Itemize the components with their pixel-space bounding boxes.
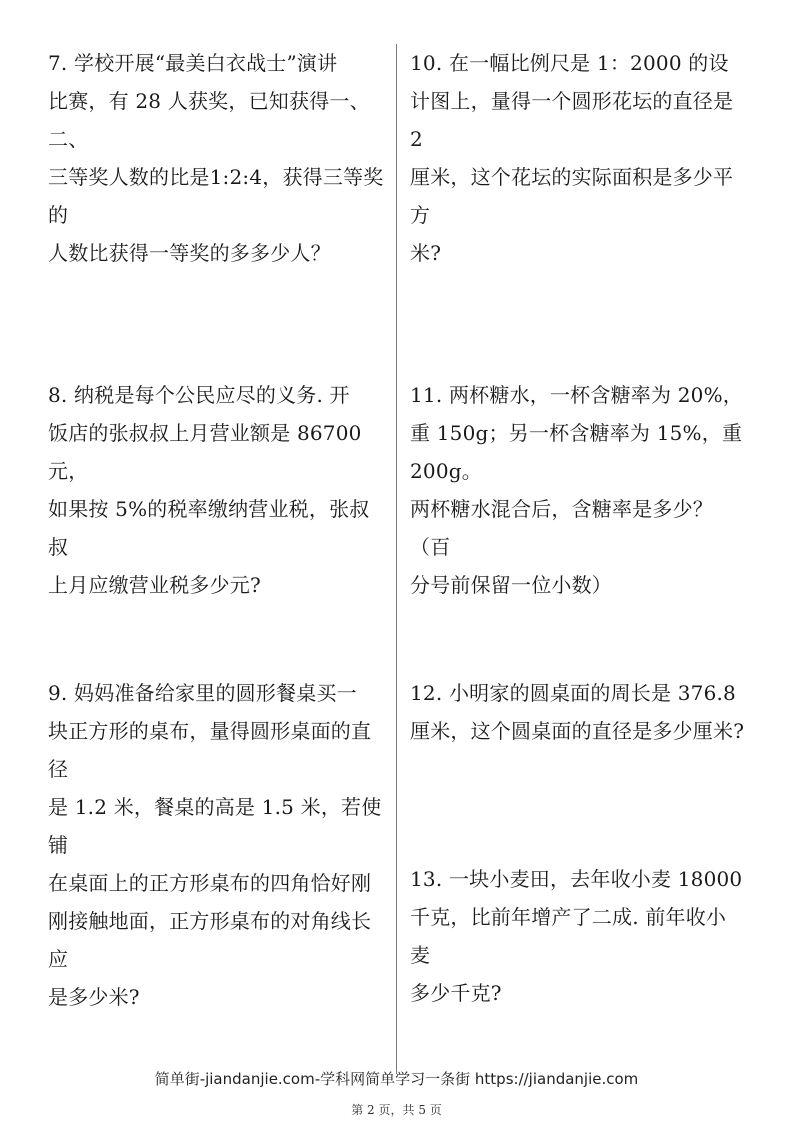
footer-site-text: 简单街-jiandanjie.com-学科网简单学习一条街 https://jiandanjie.com — [154, 1070, 639, 1088]
problem-13: 13. 一块小麦田，去年收小麦 18000 千克，比前年增产了二成. 前年收小麦 多少千克? — [410, 867, 743, 1005]
column-divider — [396, 44, 397, 1074]
page-number: 第 2 页，共 5 页 — [351, 1103, 442, 1117]
problem-7: 7. 学校开展“最美白衣战士”演讲 比赛，有 28 人获奖，已知获得一、二、 三等奖人数的比是1:2:4，获得三等奖的 人数比获得一等奖的多多少人？ — [48, 51, 384, 265]
problem-12: 12. 小明家的圆桌面的周长是 376.8 厘米，这个圆桌面的直径是多少厘米? — [410, 681, 745, 743]
problem-8: 8. 纳税是每个公民应尽的义务. 开 饭店的张叔叔上月营业额是 86700 元， 如果按 5%的税率缴纳营业税，张叔叔 上月应缴营业税多少元? — [48, 383, 370, 597]
problem-9: 9. 妈妈准备给家里的圆形餐桌买一 块正方形的桌布，量得圆形桌面的直径 是 1.2 米，餐桌的高是 1.5 米，若使铺 在桌面上的正方形桌布的四角恰好刚 刚接触地面，正方形桌布的对角线长应 是多少米? — [48, 681, 382, 1009]
problem-11: 11. 两杯糖水，一杯含糖率为 20%， 重 150g；另一杯含糖率为 15%，重 200g。 两杯糖水混合后，含糖率是多少？（百 分号前保留一位小数） — [410, 383, 743, 597]
problem-10: 10. 在一幅比例尺是 1：2000 的设 计图上，量得一个圆形花坛的直径是 2 厘米，这个花坛的实际面积是多少平方 米? — [410, 51, 734, 265]
